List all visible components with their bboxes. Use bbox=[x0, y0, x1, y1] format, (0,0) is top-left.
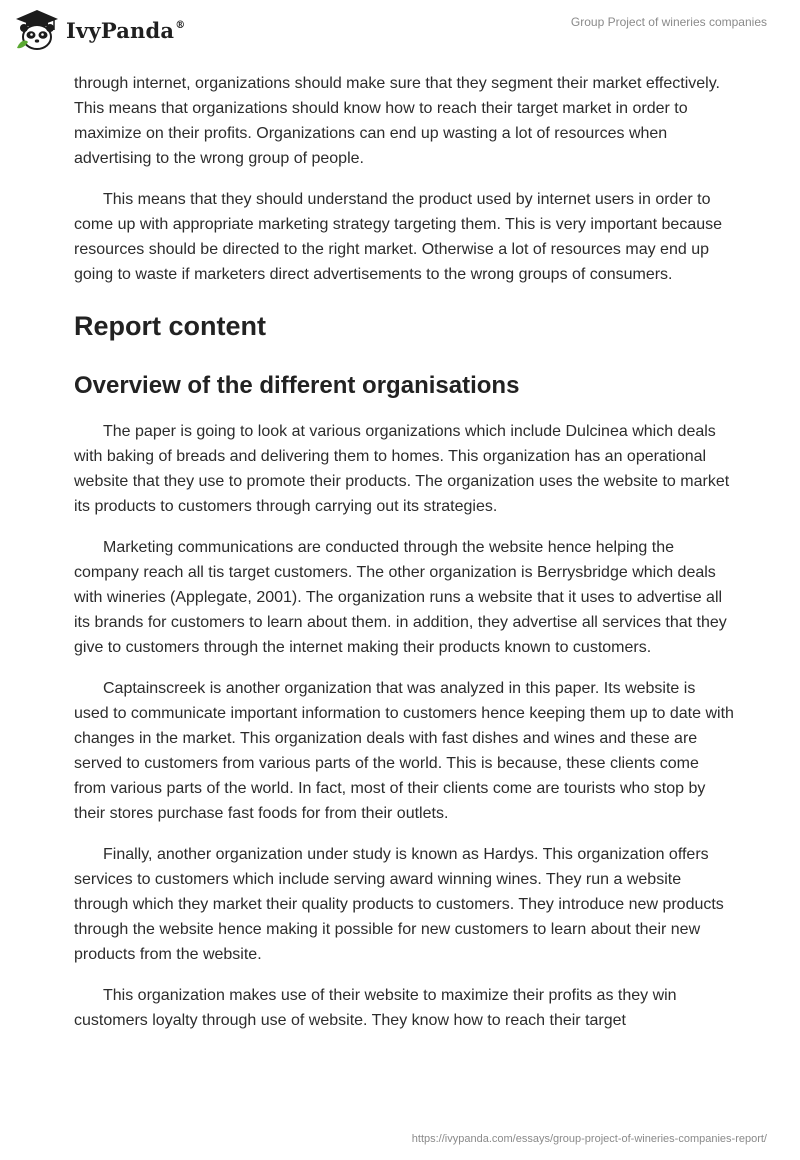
document-title: Group Project of wineries companies bbox=[570, 15, 767, 29]
paragraph: This means that they should understand the product used by internet users in order to come up with appropriate marketing strategy targeting them. This is very important because resources should be directed to the right market. Otherwise a lot of resources may end up going to waste if marketers direct advertisements to the wrong groups of consumers. bbox=[74, 191, 723, 283]
panda-graduate-icon bbox=[14, 8, 60, 52]
registered-mark: ® bbox=[175, 19, 186, 31]
source-url[interactable]: https://ivypanda.com/essays/group-project-of-wineries-companies-report/ bbox=[411, 1133, 767, 1145]
logo-text: IvyPanda® bbox=[66, 17, 186, 43]
paragraph: Finally, another organization under study is known as Hardys. This organization offers services to customers which include serving award winning wines. They run a website through which they market their quality products to customers. They introduce new products through the website hence making it possible for new customers to learn about their new products from the website. bbox=[74, 846, 724, 963]
paragraph: The paper is going to look at various organizations which include Dulcinea which deals with baking of breads and delivering them to homes. This organization has an operational website that they use to promote their products. The organization uses the website to market its products to customers through carrying out its strategies. bbox=[74, 423, 730, 515]
paragraph: Captainscreek is another organization that was analyzed in this paper. Its website is used to communicate important information to customers hence keeping them up to date with changes in the market. This organization deals with fast dishes and wines and these are served to customers from various parts of the world. This is because, these clients come from various parts of the world. In fact, most of their clients come are tourists who stop by their stores purchase fast foods for from their outlets. bbox=[74, 680, 734, 822]
paragraph: through internet, organizations should make sure that they segment their market effectively. This means that organizations should know how to reach their target market in order to maximize on their profits. Organizations can end up wasting a lot of resources when advertising to the wrong group of people. bbox=[74, 75, 720, 167]
paragraph: This organization makes use of their website to maximize their profits as they win customers loyalty through use of website. They know how to reach their target bbox=[74, 987, 677, 1029]
section-heading: Report content bbox=[74, 311, 266, 341]
ivypanda-logo[interactable] bbox=[14, 8, 185, 52]
page-header bbox=[0, 0, 800, 70]
paragraph: Marketing communications are conducted through the website hence helping the company reach all tis target customers. The other organization is Berrysbridge which deals with wineries (Applegate, 2001). The organization runs a website that it uses to advertise all its brands for customers to learn about them. in addition, they advertise all services that they give to customers through the internet making their products known to customers. bbox=[74, 539, 727, 656]
essay-content bbox=[74, 71, 734, 1049]
subsection-heading: Overview of the different organisations bbox=[74, 372, 520, 399]
